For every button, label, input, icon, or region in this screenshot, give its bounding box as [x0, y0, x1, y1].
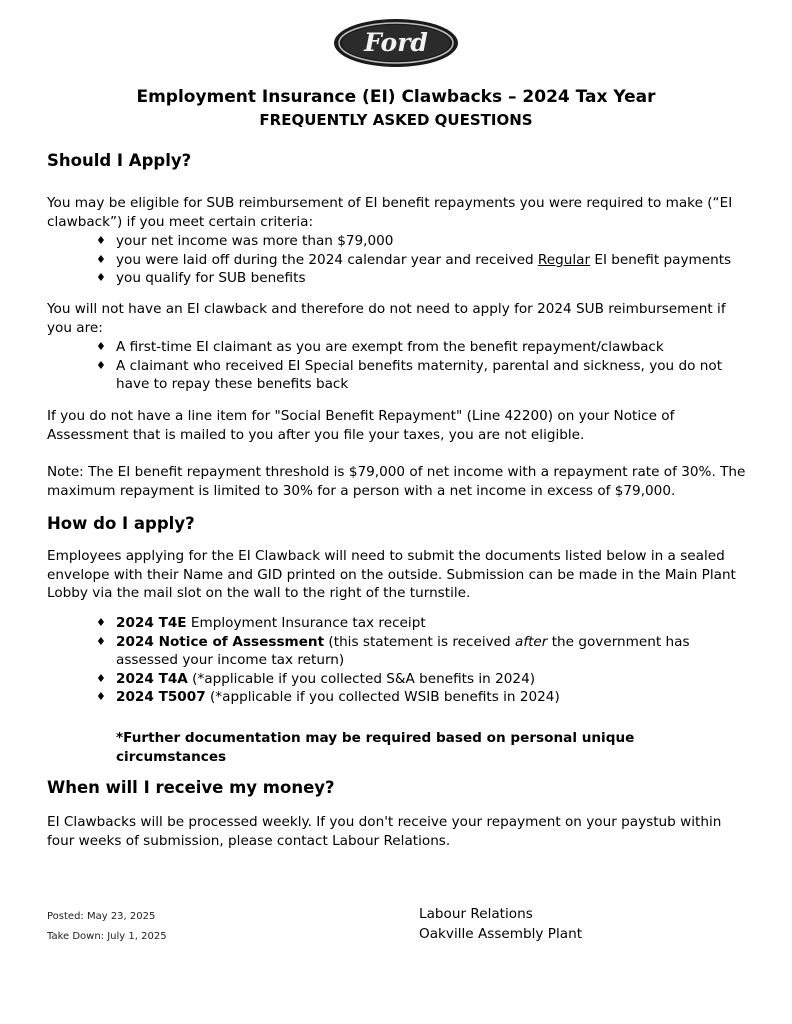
list-item — [96, 338, 746, 357]
footer-department: Labour Relations — [419, 906, 533, 922]
list-item — [96, 670, 746, 689]
section-heading-should-i-apply: Should I Apply? — [47, 151, 192, 170]
doc-t5007-desc: (*applicable if you collected WSIB benefits in 2024) — [205, 689, 560, 705]
posted-date: Posted: May 23, 2025 — [47, 911, 156, 922]
doc-t5007-label: 2024 T5007 — [116, 689, 206, 705]
eligibility-intro: You may be eligible for SUB reimbursement of EI benefit repayments you were required to make (“EI clawback”) if you meet certain criteria: — [47, 195, 733, 230]
exempt-list — [96, 338, 746, 394]
ford-logo — [333, 18, 459, 68]
exempt-first-time: A first-time EI claimant as you are exempt from the benefit repayment/clawback — [116, 339, 664, 355]
footer-plant: Oakville Assembly Plant — [419, 926, 583, 942]
eligibility-criteria-list — [96, 232, 746, 288]
after-italic: after — [514, 633, 548, 650]
documents-list — [96, 614, 746, 707]
list-item — [96, 232, 746, 251]
no-clawback-intro: You will not have an EI clawback and therefore do not need to apply for 2024 SUB reimbursement if you are: — [47, 301, 726, 336]
list-item — [96, 269, 746, 288]
list-item — [96, 614, 746, 633]
doc-noa-desc-end: the government has assessed your income tax return) — [116, 633, 690, 668]
list-item — [96, 357, 736, 394]
list-item — [96, 688, 746, 707]
list-item — [96, 633, 716, 670]
takedown-date: Take Down: July 1, 2025 — [47, 931, 167, 942]
apply-instructions: Employees applying for the EI Clawback will need to submit the documents listed below in a sealed envelope with their Name and GID printed on the outside. Submission can be made in the Main Plant Lobby via the mail slot on the wall to the right of the turnstile. — [47, 548, 736, 601]
further-documentation-note: *Further documentation may be required based on personal unique circumstances — [116, 730, 635, 765]
criteria-layoff-text: you were laid off during the 2024 calendar year and received — [116, 251, 538, 268]
threshold-note: Note: The EI benefit repayment threshold is $79,000 of net income with a repayment rate of 30%. The maximum repayment is limited to 30% for a person with a net income in excess of $79,000. — [47, 464, 746, 499]
logo-text: Ford — [364, 28, 428, 57]
page-subtitle: FREQUENTLY ASKED QUESTIONS — [259, 111, 533, 129]
doc-noa-label: 2024 Notice of Assessment — [116, 633, 325, 650]
ford-oval-logo-icon — [333, 18, 459, 68]
list-item — [96, 251, 746, 270]
section-heading-when-receive-money: When will I receive my money? — [47, 778, 335, 797]
criteria-sub: you qualify for SUB benefits — [116, 270, 306, 286]
doc-t4e-desc: Employment Insurance tax receipt — [186, 615, 426, 631]
doc-t4a-desc: (*applicable if you collected S&A benefits in 2024) — [187, 670, 536, 687]
doc-t4a-label: 2024 T4A — [116, 670, 188, 687]
doc-t4e-label: 2024 T4E — [116, 615, 187, 631]
line-item-paragraph: If you do not have a line item for "Social Benefit Repayment" (Line 42200) on your Notice of Assessment that is mailed to you after you file your taxes, you are not eligible. — [47, 408, 675, 443]
criteria-income: your net income was more than $79,000 — [116, 233, 394, 249]
section-heading-how-do-i-apply: How do I apply? — [47, 514, 195, 533]
exempt-special-benefits: A claimant who received EI Special benefits maternity, parental and sickness, you do not have to repay these benefits back — [116, 357, 723, 392]
doc-noa-desc: (this statement is received — [324, 633, 515, 650]
regular-underlined: Regular — [537, 251, 591, 268]
page-title: Employment Insurance (EI) Clawbacks – 2024 Tax Year — [136, 87, 656, 107]
processing-info: EI Clawbacks will be processed weekly. If you don't receive your repayment on your paystub within four weeks of submission, please contact Labour Relations. — [47, 814, 722, 849]
criteria-layoff-text-end: EI benefit payments — [590, 251, 732, 268]
